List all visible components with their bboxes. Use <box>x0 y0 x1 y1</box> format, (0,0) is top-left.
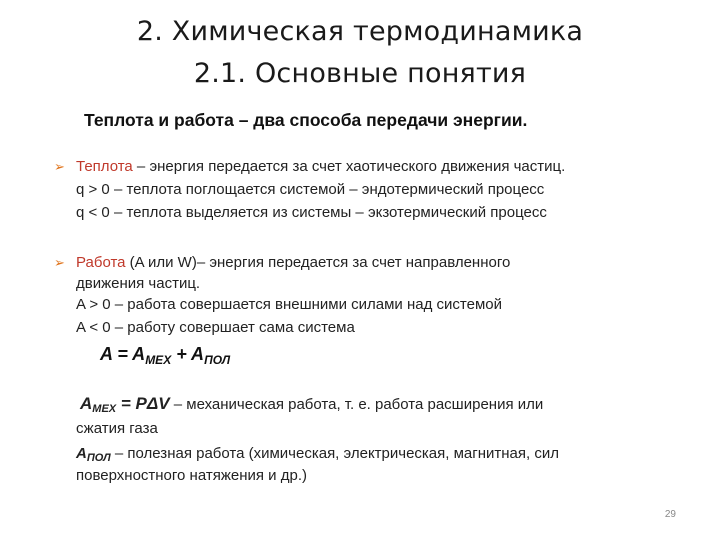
formula-part: = PΔV <box>116 394 170 413</box>
work-negative: A < 0 – работу совершает сама система <box>76 319 355 336</box>
bullet-arrow-icon: ➢ <box>54 159 65 174</box>
heat-negative: q < 0 – теплота выделяется из системы – экзотермический процесс <box>76 204 547 221</box>
bullet-arrow-icon: ➢ <box>54 255 65 270</box>
formula-part: A <box>76 445 87 462</box>
heat-definition-text: – энергия передается за счет хаотического движения частиц. <box>132 158 566 175</box>
work-positive: A > 0 – работа совершается внешними силами над системой <box>76 296 502 313</box>
slide-heading: Теплота и работа – два способа передачи энергии. <box>84 110 528 130</box>
mechanical-work-desc: – механическая работа, т. е. работа расширения или <box>169 396 544 413</box>
mechanical-work-line <box>80 394 543 419</box>
page-number: 29 <box>664 509 676 520</box>
formula-subscript: MEX <box>92 403 117 415</box>
heat-term: Теплота <box>76 158 133 175</box>
heat-positive: q > 0 – теплота поглощается системой – эндотермический процесс <box>76 181 545 198</box>
formula-subscript: MEX <box>145 353 172 367</box>
formula-subscript: ПОЛ <box>86 452 111 464</box>
formula-part: A <box>80 394 93 413</box>
heat-definition <box>76 157 565 177</box>
work-formula <box>100 344 230 367</box>
work-definition <box>76 253 510 273</box>
useful-work-desc: – полезная работа (химическая, электрическая, магнитная, сил <box>110 445 559 462</box>
work-definition-cont: движения частиц. <box>76 275 201 292</box>
formula-part: A = A <box>100 344 146 364</box>
useful-work-line <box>76 444 559 468</box>
formula-subscript: ПОЛ <box>204 353 231 367</box>
slide-title-line2: 2.1. Основные понятия <box>193 58 527 89</box>
mechanical-work-line-cont: сжатия газа <box>76 420 158 437</box>
work-definition-text: (A или W)– энергия передается за счет направленного <box>125 254 511 271</box>
work-term: Работа <box>76 254 126 271</box>
formula-part: + A <box>171 344 205 364</box>
useful-work-line-cont: поверхностного натяжения и др.) <box>76 467 307 484</box>
slide-title-line1: 2. Химическая термодинамика <box>136 16 584 47</box>
